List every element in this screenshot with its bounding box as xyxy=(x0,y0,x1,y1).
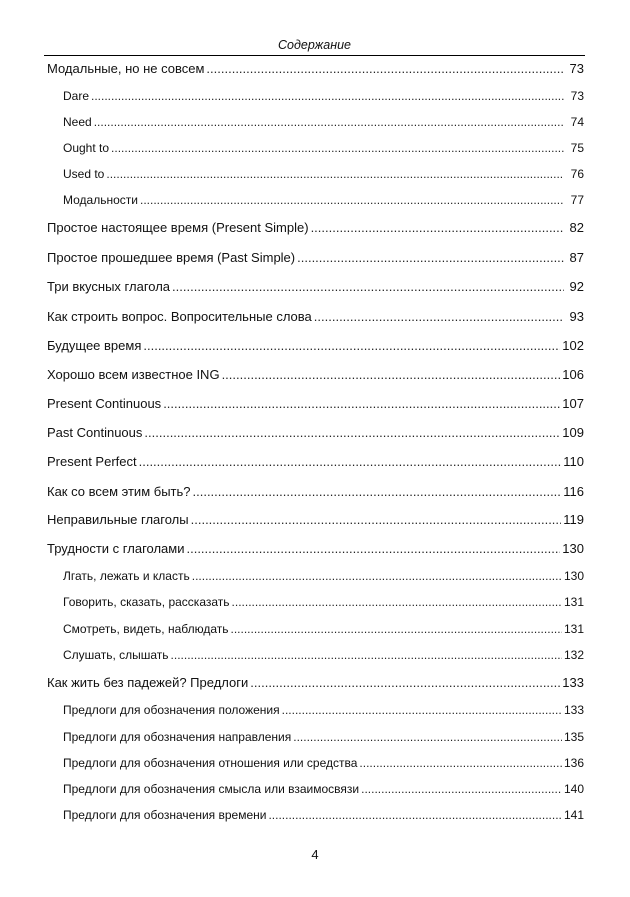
leader-dots xyxy=(268,808,562,822)
leader-dots xyxy=(139,454,562,469)
toc-entry-title: Present Continuous xyxy=(47,396,162,411)
toc-entry-title: Слушать, слышать xyxy=(63,648,169,662)
toc-entry-title: Простое прошедшее время (Past Simple) xyxy=(47,250,296,265)
toc-entry-page: 87 xyxy=(569,250,584,265)
page-header: Содержание xyxy=(44,38,585,56)
leader-dots xyxy=(172,279,564,294)
toc-entry-title: Предлоги для обозначения смысла или взаимосвязи xyxy=(63,782,360,796)
toc-entry[interactable] xyxy=(47,250,584,265)
toc-entry[interactable] xyxy=(47,279,584,294)
leader-dots xyxy=(361,782,562,796)
leader-dots xyxy=(193,484,562,499)
toc-entry-title: Предлоги для обозначения положения xyxy=(63,703,280,717)
toc-entry[interactable] xyxy=(63,730,584,744)
toc-entry[interactable] xyxy=(63,595,584,609)
toc-entry-page: 116 xyxy=(563,484,584,499)
leader-dots xyxy=(171,648,562,662)
toc-entry[interactable] xyxy=(47,425,584,440)
leader-dots xyxy=(106,167,564,181)
toc-entry[interactable] xyxy=(47,220,584,235)
toc-entry-page: 130 xyxy=(562,541,584,556)
toc-entry-title: Как со всем этим быть? xyxy=(47,484,191,499)
toc-entry-title: Предлоги для обозначения направления xyxy=(63,730,292,744)
toc-entry-title: Будущее время xyxy=(47,338,142,353)
toc-entry[interactable] xyxy=(63,569,584,583)
leader-dots xyxy=(140,193,564,207)
toc-entry-title: Трудности с глаголами xyxy=(47,541,185,556)
toc-entry-title: Как строить вопрос. Вопросительные слова xyxy=(47,309,312,324)
toc-entry[interactable] xyxy=(47,61,584,76)
leader-dots xyxy=(192,569,562,583)
toc-entry-page: 76 xyxy=(570,167,584,181)
toc-entry-page: 93 xyxy=(569,309,584,324)
leader-dots xyxy=(297,250,564,265)
leader-dots xyxy=(293,730,562,744)
toc-entry-page: 140 xyxy=(563,782,584,796)
toc-entry[interactable] xyxy=(63,782,584,796)
toc-entry-page: 75 xyxy=(570,141,584,155)
toc-entry[interactable] xyxy=(47,396,584,411)
toc-entry[interactable] xyxy=(47,367,584,382)
toc-entry-page: 131 xyxy=(563,622,584,636)
toc-entry-page: 107 xyxy=(562,396,584,411)
toc-entry-title: Used to xyxy=(63,167,105,181)
toc-entry[interactable] xyxy=(63,89,584,103)
toc-entry-page: 92 xyxy=(569,279,584,294)
toc-entry-title: Модальности xyxy=(63,193,138,207)
leader-dots xyxy=(94,115,564,129)
toc-entry-title: Смотреть, видеть, наблюдать xyxy=(63,622,229,636)
toc-entry[interactable] xyxy=(47,541,584,556)
toc-entry-page: 73 xyxy=(570,89,584,103)
toc-entry-page: 135 xyxy=(563,730,584,744)
toc-entry-page: 133 xyxy=(562,675,584,690)
toc-entry-page: 141 xyxy=(563,808,584,822)
leader-dots xyxy=(111,141,564,155)
toc-entry-title: Неправильные глаголы xyxy=(47,512,189,527)
leader-dots xyxy=(232,595,562,609)
toc-entry-title: Past Continuous xyxy=(47,425,143,440)
toc-entry-title: Present Perfect xyxy=(47,454,137,469)
toc-entry-page: 132 xyxy=(563,648,584,662)
leader-dots xyxy=(222,367,561,382)
toc-entry-page: 109 xyxy=(562,425,584,440)
leader-dots xyxy=(282,703,562,717)
toc-entry-page: 106 xyxy=(562,367,584,382)
toc-entry-page: 73 xyxy=(569,61,584,76)
toc-entry-title: Предлоги для обозначения отношения или средства xyxy=(63,756,358,770)
toc-entry-title: Лгать, лежать и класть xyxy=(63,569,190,583)
toc-entry[interactable] xyxy=(47,309,584,324)
toc-entry[interactable] xyxy=(63,703,584,717)
toc-entry[interactable] xyxy=(47,512,584,527)
toc-entry-page: 110 xyxy=(563,454,584,469)
toc-entry-title: Need xyxy=(63,115,92,129)
leader-dots xyxy=(191,512,562,527)
toc-entry[interactable] xyxy=(47,338,584,353)
toc-entry-title: Как жить без падежей? Предлоги xyxy=(47,675,249,690)
toc-entry[interactable] xyxy=(63,141,584,155)
toc-entry[interactable] xyxy=(47,454,584,469)
toc-entry-page: 130 xyxy=(563,569,584,583)
leader-dots xyxy=(143,338,560,353)
toc-entry-title: Dare xyxy=(63,89,90,103)
toc-entry-title: Модальные, но не совсем xyxy=(47,61,205,76)
toc-entry-page: 119 xyxy=(563,512,584,527)
toc-entry-title: Говорить, сказать, рассказать xyxy=(63,595,230,609)
page-number: 4 xyxy=(311,847,319,862)
toc-entry-page: 82 xyxy=(569,220,584,235)
toc-entry-page: 74 xyxy=(570,115,584,129)
leader-dots xyxy=(163,396,560,411)
toc-entry-title: Три вкусных глагола xyxy=(47,279,171,294)
toc-entry[interactable] xyxy=(63,808,584,822)
toc-entry[interactable] xyxy=(47,675,584,690)
leader-dots xyxy=(144,425,560,440)
toc-entry-page: 131 xyxy=(563,595,584,609)
toc-entry-page: 102 xyxy=(562,338,584,353)
toc-entry-title: Ought to xyxy=(63,141,110,155)
leader-dots xyxy=(91,89,564,103)
leader-dots xyxy=(359,756,562,770)
toc-entry-page: 133 xyxy=(563,703,584,717)
leader-dots xyxy=(314,309,564,324)
toc-entry[interactable] xyxy=(63,622,584,636)
toc-entry-page: 136 xyxy=(563,756,584,770)
toc-entry[interactable] xyxy=(63,648,584,662)
toc-entry[interactable] xyxy=(63,167,584,181)
toc-entry-title: Хорошо всем известное ING xyxy=(47,367,220,382)
toc-entry-title: Простое настоящее время (Present Simple) xyxy=(47,220,309,235)
leader-dots xyxy=(250,675,560,690)
toc-entry-page: 77 xyxy=(570,193,584,207)
toc-entry[interactable] xyxy=(63,115,584,129)
leader-dots xyxy=(231,622,562,636)
leader-dots xyxy=(206,61,564,76)
toc-entry[interactable] xyxy=(63,756,584,770)
toc-entry[interactable] xyxy=(63,193,584,207)
leader-dots xyxy=(311,220,564,235)
toc-entry[interactable] xyxy=(47,484,584,499)
leader-dots xyxy=(186,541,560,556)
toc-entry-title: Предлоги для обозначения времени xyxy=(63,808,267,822)
